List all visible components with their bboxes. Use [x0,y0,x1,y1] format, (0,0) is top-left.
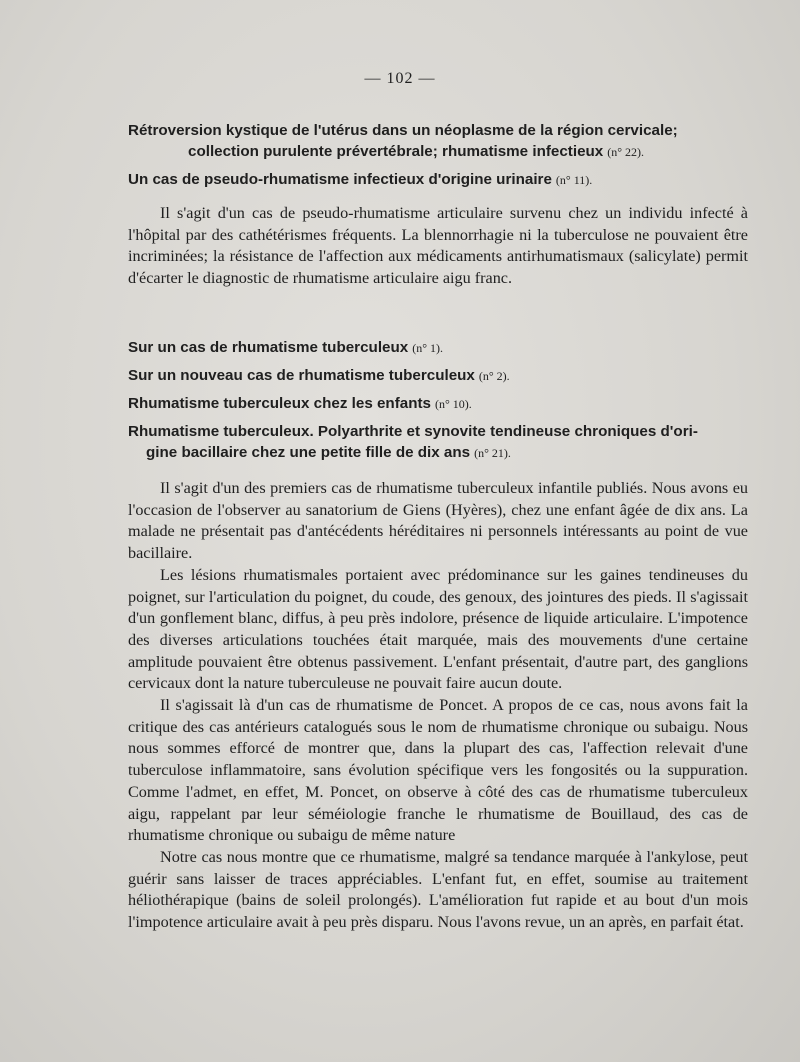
heading-tuberculous-case [128,337,748,359]
reference-number: (n° 10). [435,397,472,411]
heading-polyarthritis [128,421,748,464]
heading-line-cont [128,141,748,163]
heading-retroversion [128,120,748,163]
reference-number: (n° 21). [474,446,511,460]
heading-line: Rhumatisme tuberculeux chez les enfants [128,395,431,412]
heading-children [128,393,748,415]
heading-line: Un cas de pseudo-rhumatisme infectieux d'origine urinaire [128,171,552,188]
heading-line: Sur un nouveau cas de rhumatisme tuberculeux [128,367,475,384]
paragraph: Notre cas nous montre que ce rhumatisme, malgré sa tendance marquée à l'ankylose, peut guérir sans laisser de traces appréciables. L'enfant fut, en effet, soumise au traitement héliothérapique (bains de soleil prolongés). L'amélioration fut rapide et au bout d'un mois l'impotence articulaire avait à peu près disparu. Nous l'avons revue, un an après, en parfait état. [128,847,748,932]
heading-pseudo-rheumatism [128,169,748,191]
reference-number: (n° 2). [478,369,510,383]
heading-line: Sur un cas de rhumatisme tuberculeux [128,339,409,356]
heading-line: Rétroversion kystique de l'utérus dans un néoplasme de la région cervicale; [128,122,678,139]
page-number: — 102 — [364,70,436,87]
section-infectious-rheumatism [128,120,748,290]
paragraph: Il s'agissait là d'un cas de rhumatisme de Poncet. A propos de ce cas, nous avons fait la critique des cas antérieurs catalogués sous le nom de rhumatisme chronique ou subaigu. Nous nous sommes efforcé de montrer que, dans la plupart des cas, l'affection relevait d'une tuberculose inflammatoire, sans évolution spécifique vers les fongosités ou la suppuration. Comme l'admet, en effet, M. Poncet, on observe à côté des cas de rhumatisme tuberculeux aigu, rappelant par leur séméiologie franche le rhumatisme de Bouillaud, des cas de rhumatisme chronique ou subaigu de même nature [128,696,748,845]
paragraph: Il s'agit d'un cas de pseudo-rhumatisme articulaire survenu chez un individu infecté à l'hôpital par des cathétérismes fréquents. La blennorrhagie ni la tuberculose ne pouvaient être incriminées; la résistance de l'affection aux médicaments antirhumatismaux (salicylate) permit d'écarter le diagnostic de rhumatisme articulaire aigu franc. [128,204,748,288]
paragraph: Il s'agit d'un des premiers cas de rhumatisme tuberculeux infantile publiés. Nous avons eu l'occasion de l'observer au sanatorium de Giens (Hyères), chez une enfant âgée de dix ans. La malade ne présentait pas d'antécédents héréditaires ni personnels intéressants au point de vue bacillaire. [128,479,748,563]
reference-number: (n° 11). [555,173,593,187]
heading-line: Rhumatisme tuberculeux. Polyarthrite et synovite tendineuse chroniques d'ori- [128,423,698,440]
heading-line: collection purulente prévertébrale; rhumatisme infectieux [188,143,604,160]
reference-number: (n° 1). [412,341,444,355]
heading-new-tuberculous-case [128,365,748,387]
reference-number: (n° 22). [607,145,645,159]
paragraph: Les lésions rhumatismales portaient avec prédominance sur les gaines tendineuses du poignet, sur l'articulation du poignet, du coude, des genoux, des jointures des pieds. Il s'agissait d'un gonflement blanc, diffus, à peu près indolore, présence de liquide articulaire. L'impotence des diverses articulations touchées était marquée, mais des mouvements d'une certaine amplitude pouvaient être obtenus passivement. L'enfant présentait, d'autre part, des ganglions cervicaux dont la nature tuberculeuse ne pouvait faire aucun doute. [128,565,748,693]
section-tuberculous-rheumatism [128,337,748,934]
heading-line: gine bacillaire chez une petite fille de dix ans [146,444,471,461]
heading-line-cont [128,442,748,464]
